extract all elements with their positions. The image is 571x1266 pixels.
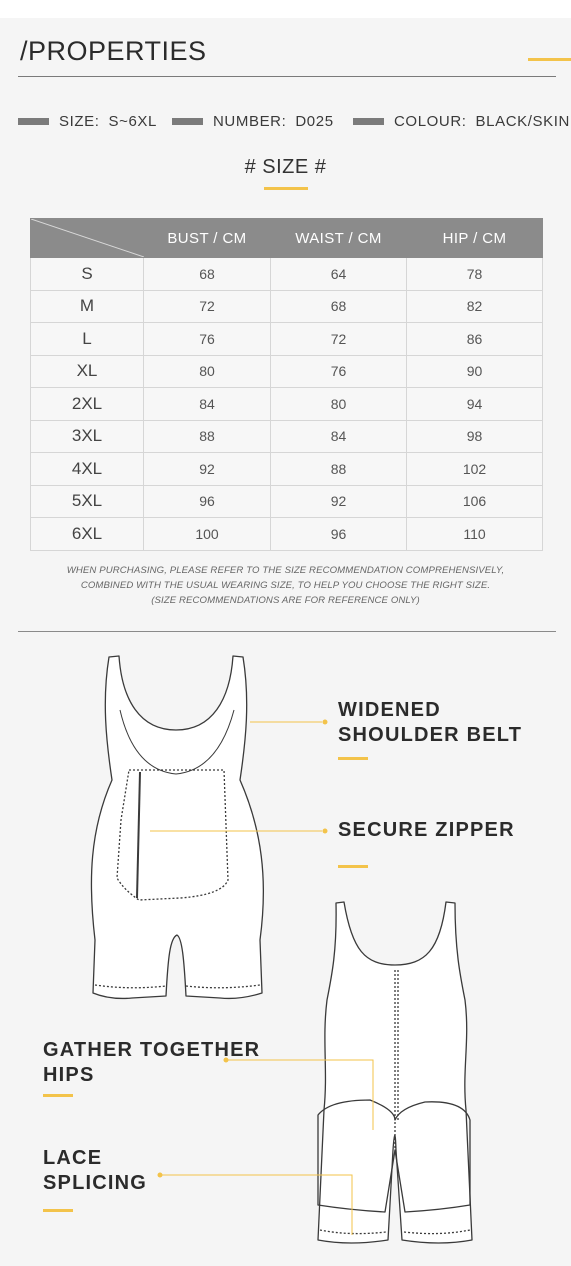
- waist-cell: 76: [271, 355, 407, 388]
- size-cell: M: [31, 290, 144, 323]
- feature-shoulder: [338, 698, 522, 748]
- column-header-bust: BUST / CM: [144, 219, 271, 258]
- bust-cell: 72: [144, 290, 271, 323]
- feature-zipper-underline: [338, 865, 368, 868]
- waist-cell: 84: [271, 420, 407, 453]
- feature-hips: [43, 1038, 260, 1088]
- bust-cell: 88: [144, 420, 271, 453]
- spec-number-value: D025: [295, 112, 334, 130]
- bust-cell: 68: [144, 258, 271, 291]
- zipper-leader-dot: [323, 829, 328, 834]
- size-heading: # SIZE #: [244, 156, 327, 178]
- feature-shoulder-line2: SHOULDER BELT: [338, 724, 523, 746]
- spec-size-label: SIZE:: [59, 112, 100, 130]
- hip-cell: 110: [407, 518, 543, 551]
- feature-lace-underline: [43, 1209, 73, 1212]
- feature-lace-line2: SPLICING: [43, 1172, 148, 1194]
- hip-cell: 86: [407, 323, 543, 356]
- waist-cell: 72: [271, 323, 407, 356]
- size-note-line: COMBINED WITH THE USUAL WEARING SIZE, TO HELP YOU CHOOSE THE RIGHT SIZE.: [80, 580, 491, 591]
- waist-cell: 96: [271, 518, 407, 551]
- feature-hips-line1: GATHER TOGETHER: [43, 1039, 261, 1061]
- hip-cell: 90: [407, 355, 543, 388]
- hip-cell: 106: [407, 485, 543, 518]
- feature-zipper-line1: SECURE ZIPPER: [338, 819, 515, 841]
- front-bodysuit-outline: [91, 656, 263, 998]
- feature-lace-line1: LACE: [43, 1147, 103, 1169]
- waist-cell: 88: [271, 453, 407, 486]
- feature-lace: [43, 1146, 147, 1196]
- feature-shoulder-underline: [338, 757, 368, 760]
- size-cell: L: [31, 323, 144, 356]
- back-bodysuit-outline: [318, 902, 472, 1243]
- size-cell: S: [31, 258, 144, 291]
- bust-cell: 76: [144, 323, 271, 356]
- size-note-line: WHEN PURCHASING, PLEASE REFER TO THE SIZE RECOMMENDATION COMPREHENSIVELY,: [66, 565, 505, 576]
- waist-cell: 80: [271, 388, 407, 421]
- bust-cell: 100: [144, 518, 271, 551]
- hip-cell: 82: [407, 290, 543, 323]
- size-cell: 2XL: [31, 388, 144, 421]
- bust-cell: 96: [144, 485, 271, 518]
- column-header-waist: WAIST / CM: [271, 219, 407, 258]
- feature-hips-underline: [43, 1094, 73, 1097]
- waist-cell: 68: [271, 290, 407, 323]
- shoulder-leader-dot: [323, 720, 328, 725]
- bust-cell: 80: [144, 355, 271, 388]
- lace-leader-dot: [158, 1173, 163, 1178]
- feature-zipper: [338, 818, 515, 843]
- feature-hips-line2: HIPS: [43, 1064, 95, 1086]
- bust-cell: 92: [144, 453, 271, 486]
- size-cell: 5XL: [31, 485, 144, 518]
- column-header-hip: HIP / CM: [407, 219, 543, 258]
- spec-colour-label: COLOUR:: [394, 112, 467, 130]
- hip-cell: 78: [407, 258, 543, 291]
- feature-shoulder-line1: WIDENED: [338, 699, 441, 721]
- page-title: /PROPERTIES: [20, 36, 207, 66]
- size-cell: 4XL: [31, 453, 144, 486]
- spec-size-value: S~6XL: [108, 112, 157, 130]
- waist-cell: 92: [271, 485, 407, 518]
- size-cell: 6XL: [31, 518, 144, 551]
- hip-cell: 94: [407, 388, 543, 421]
- size-cell: 3XL: [31, 420, 144, 453]
- size-cell: XL: [31, 355, 144, 388]
- hip-cell: 98: [407, 420, 543, 453]
- bust-cell: 84: [144, 388, 271, 421]
- spec-number-label: NUMBER:: [213, 112, 287, 130]
- size-note-line: (SIZE RECOMMENDATIONS ARE FOR REFERENCE ONLY): [151, 595, 420, 606]
- hip-cell: 102: [407, 453, 543, 486]
- waist-cell: 64: [271, 258, 407, 291]
- spec-colour-value: BLACK/SKIN: [475, 112, 570, 130]
